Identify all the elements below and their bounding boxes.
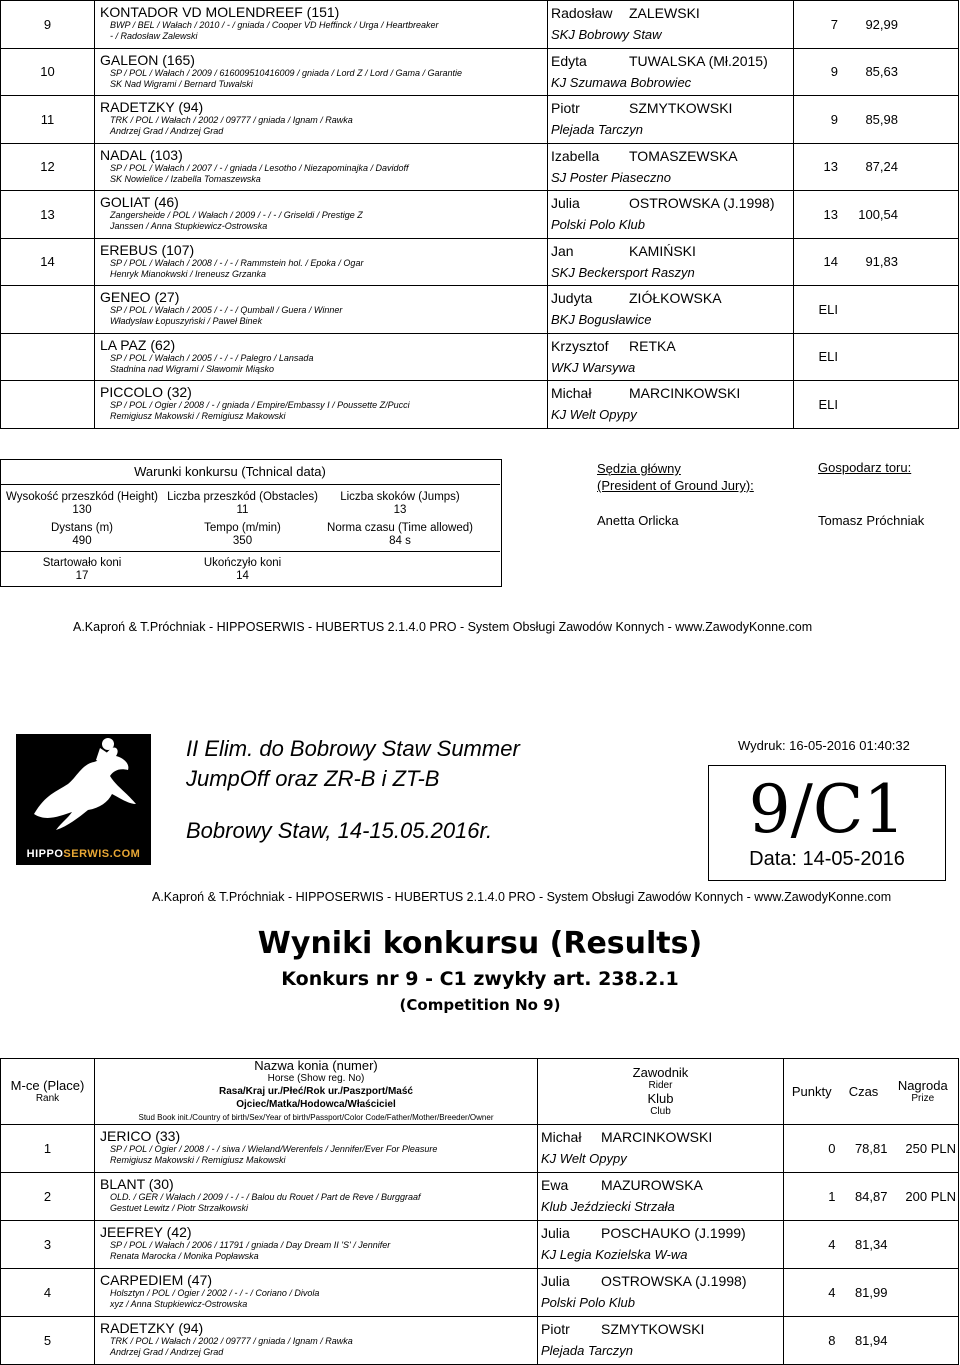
rider-cell <box>538 1317 784 1365</box>
jumps-value: 13 <box>393 504 407 516</box>
rider-name <box>538 1225 783 1241</box>
time: 91,83 <box>865 254 898 270</box>
host-label: Gospodarz toru: <box>818 460 912 475</box>
horse-name: GALEON (165) <box>100 51 195 68</box>
rider-first-name: Julia <box>551 195 580 211</box>
rider-first-name: Edyta <box>551 52 587 69</box>
horse-name: NADAL (103) <box>100 146 183 163</box>
competition-date <box>709 848 945 871</box>
rider-last-name: SZMYTKOWSKI <box>601 1321 705 1337</box>
rider-first-name: Michał <box>551 385 592 401</box>
table-row <box>1 1173 959 1221</box>
horse-cell <box>95 143 548 191</box>
horse-name: EREBUS (107) <box>100 241 195 258</box>
rider-name <box>548 148 793 164</box>
score <box>794 207 958 222</box>
rider-cell <box>538 1269 784 1317</box>
points: ELI <box>818 301 838 317</box>
obstacles-label: Liczba przeszkód (Obstacles) <box>167 491 318 503</box>
horse-desc: Zangersheide / POL / Wałach / 2009 / - / - / Griseldi / Prestige Z <box>110 210 363 220</box>
rider-club: Plejada Tarczyn <box>541 1343 634 1358</box>
rider-last-name: MARCINKOWSKI <box>601 1129 713 1145</box>
header-club-label: Klub <box>647 1090 674 1106</box>
rider-club: SKJ Bobrowy Staw <box>551 27 662 42</box>
score-cell <box>794 1 959 49</box>
rider-last-name: ZIÓŁKOWSKA <box>629 290 722 306</box>
print-date: Wydruk: 16-05-2016 01:40:32 <box>738 738 910 753</box>
rider-cell <box>538 1221 784 1269</box>
table-row <box>1 96 959 144</box>
header-parents: Ojciec/Matka/Hodowca/Właściciel <box>236 1099 396 1110</box>
time: 81,94 <box>840 1317 888 1365</box>
horse-owner: Henryk Mianokwski / Ireneusz Grzanka <box>110 268 267 279</box>
rider-club: Plejada Tarczyn <box>551 122 644 137</box>
table-row <box>1 333 959 381</box>
table-row <box>1 1269 959 1317</box>
rider-name <box>538 1177 783 1193</box>
horse-cell <box>95 1221 538 1269</box>
horse-name: RADETZKY (94) <box>100 99 204 115</box>
table-row <box>1 381 959 429</box>
time-allowed-value: 84 s <box>389 535 411 547</box>
place-cell: 10 <box>1 48 95 96</box>
header-horse-label: Nazwa konia (numer) <box>254 1058 378 1073</box>
points: 7 <box>830 16 838 32</box>
horse-desc: TRK / POL / Wałach / 2002 / 09777 / gniada / Ignam / Rawka <box>110 1336 353 1346</box>
finished-label: Ukończyło koni <box>203 557 282 569</box>
score-cell <box>794 143 959 191</box>
footer-text: A.Kaproń & T.Próchniak - HIPPOSERWIS - HUBERTUS 2.1.4.0 PRO - System Obsługi Zawodów Konnych - www.ZawodyKonne.com <box>73 620 813 634</box>
points: ELI <box>818 349 838 365</box>
score <box>794 349 958 364</box>
height-label: Wysokość przeszkód (Height) <box>6 491 158 503</box>
table-row <box>1 191 959 239</box>
table-row <box>1 1317 959 1365</box>
place-cell <box>1 381 95 429</box>
rider-club: Klub Jeździecki Strzała <box>541 1199 675 1214</box>
date-value: 14-05-2016 <box>802 848 905 870</box>
horse-cell <box>95 381 548 429</box>
horse-cell <box>95 1173 538 1221</box>
event-line3: Bobrowy Staw, 14-15.05.2016r. <box>186 818 493 843</box>
rider-club: BKJ Bogusławice <box>551 312 652 327</box>
rider-cell <box>538 1125 784 1173</box>
header-place <box>1 1059 95 1125</box>
horse-jumper-icon <box>16 734 151 844</box>
tech-frame <box>0 459 502 587</box>
horse-name: KONTADOR VD MOLENDREEF (151) <box>100 4 340 20</box>
score-cell <box>794 286 959 334</box>
horse-owner: SK Nowielice / Izabella Tomaszewska <box>110 173 261 184</box>
rider-last-name: ZALEWSKI <box>629 5 700 21</box>
rider-last-name: MARCINKOWSKI <box>629 385 741 401</box>
event-line2: JumpOff oraz ZR-B i ZT-B <box>186 766 440 791</box>
horse-cell <box>95 238 548 286</box>
points: 9 <box>830 111 838 127</box>
previous-results-table <box>0 0 959 429</box>
points: 13 <box>823 206 838 222</box>
obstacles-value: 11 <box>236 504 249 516</box>
place-cell <box>1 286 95 334</box>
logo-text-part2: SERWIS.COM <box>63 848 141 860</box>
table-row <box>1 1 959 49</box>
points: 4 <box>784 1221 840 1269</box>
horse-owner: Stadnina nad Wigrami / Sławomir Miąsko <box>110 363 274 374</box>
logo-text <box>16 848 151 860</box>
horse-name: RADETZKY (94) <box>100 1320 204 1336</box>
horse-name: JERICO (33) <box>100 1128 181 1144</box>
event-title <box>186 734 520 846</box>
horse-desc: SP / POL / Wałach / 2008 / - / - / Rammstein hol. / Epoka / Ogar <box>110 257 364 268</box>
results-title-block <box>0 922 960 1018</box>
rider-cell <box>548 333 794 381</box>
logo-text-part1: HIPPO <box>26 848 64 860</box>
rider-name <box>548 290 793 306</box>
place-cell: 9 <box>1 1 95 49</box>
footer-text-2: A.Kaproń & T.Próchniak - HIPPOSERWIS - HUBERTUS 2.1.4.0 PRO - System Obsługi Zawodów Konnych - www.ZawodyKonne.com <box>152 890 892 904</box>
competition-code-box <box>708 765 946 881</box>
prize <box>888 1317 959 1365</box>
rider-name <box>548 100 793 116</box>
points: 14 <box>823 254 838 270</box>
horse-desc: TRK / POL / Wałach / 2002 / 09777 / gniada / Ignam / Rawka <box>110 115 353 125</box>
place-cell: 4 <box>1 1269 95 1317</box>
points: ELI <box>818 396 838 412</box>
header-horse <box>95 1059 538 1125</box>
table-row <box>1 48 959 96</box>
horse-name: PICCOLO (32) <box>100 384 192 400</box>
rider-club: SKJ Beckersport Raszyn <box>551 264 695 280</box>
score <box>794 159 958 174</box>
points: 0 <box>784 1125 840 1173</box>
time: 100,54 <box>858 206 898 222</box>
horse-desc: BWP / BEL / Wałach / 2010 / - / gniada / Cooper VD Heffinck / Urga / Heartbreaker <box>110 20 439 30</box>
prize: 250 PLN <box>888 1125 959 1173</box>
horse-owner: - / Radosław Zalewski <box>110 31 198 41</box>
event-line1: II Elim. do Bobrowy Staw Summer <box>186 736 520 761</box>
rider-club: Polski Polo Klub <box>541 1295 635 1310</box>
hipposerwis-logo <box>16 734 151 865</box>
rider-last-name: TOMASZEWSKA <box>629 147 738 164</box>
horse-name: GENEO (27) <box>100 289 180 305</box>
horse-cell <box>95 1269 538 1317</box>
place-cell: 12 <box>1 143 95 191</box>
time: 84,87 <box>840 1173 888 1221</box>
judge-label <box>597 460 754 494</box>
points: 9 <box>830 64 838 80</box>
horse-desc: SP / POL / Wałach / 2006 / 11791 / gniada / Day Dream II 'S' / Jennifer <box>110 1240 391 1250</box>
place-cell: 13 <box>1 191 95 239</box>
judge-label-line2: (President of Ground Jury): <box>597 478 754 493</box>
horse-cell <box>95 48 548 96</box>
competition-name-en: (Competition No 9) <box>399 996 561 1014</box>
horse-desc: SP / POL / Wałach / 2005 / - / - / Qumball / Guera / Winner <box>110 305 343 315</box>
rider-name <box>548 243 793 259</box>
height-value: 130 <box>72 504 92 516</box>
rider-first-name: Julia <box>541 1225 570 1241</box>
tempo-label: Tempo (m/min) <box>204 522 281 534</box>
time: 92,99 <box>865 16 898 32</box>
table-row <box>1 238 959 286</box>
distance-value: 490 <box>72 535 92 547</box>
score <box>794 254 958 269</box>
rider-cell <box>548 96 794 144</box>
score <box>794 397 958 412</box>
horse-cell <box>95 1317 538 1365</box>
rider-first-name: Radosław <box>551 5 613 21</box>
rider-last-name: OSTROWSKA (J.1998) <box>601 1273 747 1289</box>
rider-name <box>538 1321 783 1337</box>
horse-cell <box>95 1125 538 1173</box>
table-row <box>1 286 959 334</box>
rider-cell <box>548 48 794 96</box>
date-label: Data: <box>749 848 803 870</box>
rider-club: KJ Szumawa Bobrowiec <box>551 74 692 90</box>
horse-cell <box>95 191 548 239</box>
horse-desc: Holsztyn / POL / Ogier / 2002 / - / - / Coriano / Divola <box>110 1288 320 1298</box>
horse-name: LA PAZ (62) <box>100 336 176 353</box>
points: 8 <box>784 1317 840 1365</box>
horse-owner: Władysław Łopuszyński / Paweł Binek <box>110 316 263 326</box>
rider-last-name: TUWALSKA (Mł.2015) <box>629 52 768 69</box>
prize: 200 PLN <box>888 1173 959 1221</box>
header-prize <box>888 1059 959 1125</box>
rider-name <box>548 195 793 211</box>
finished-value: 14 <box>236 570 249 582</box>
horse-desc: SP / POL / Ogier / 2008 / - / gniada / Empire/Embassy I / Poussette Z/Pucci <box>110 400 410 410</box>
rider-last-name: MAZUROWSKA <box>601 1177 703 1193</box>
score-cell <box>794 238 959 286</box>
results-header-row <box>1 1059 959 1125</box>
score <box>794 64 958 79</box>
points: 1 <box>784 1173 840 1221</box>
horse-owner: Remigiusz Makowski / Remigiusz Makowski <box>110 411 286 421</box>
rider-cell <box>548 286 794 334</box>
rider-first-name: Judyta <box>551 290 593 306</box>
time: 85,98 <box>865 111 898 127</box>
place-cell <box>1 333 95 381</box>
header-breed: Rasa/Kraj ur./Płeć/Rok ur./Paszport/Maść <box>219 1086 413 1097</box>
rider-cell <box>548 143 794 191</box>
score-cell <box>794 333 959 381</box>
horse-desc: SP / POL / Wałach / 2005 / - / - / Palegro / Lansada <box>110 352 314 363</box>
horse-desc: SP / POL / Wałach / 2007 / - / gniada / Lesotho / Niezapominajka / Davidoff <box>110 162 409 173</box>
horse-desc: OLD. / GER / Wałach / 2009 / - / - / Balou du Rouet / Part de Reve / Burggraaf <box>110 1192 421 1202</box>
score <box>794 112 958 127</box>
horse-owner: Renata Marocka / Monika Popławska <box>110 1251 259 1261</box>
rider-last-name: SZMYTKOWSKI <box>629 100 733 116</box>
competition-name: Konkurs nr 9 - C1 zwykły art. 238.2.1 <box>281 968 679 990</box>
horse-name: JEEFREY (42) <box>100 1224 192 1240</box>
place-cell: 1 <box>1 1125 95 1173</box>
horse-owner: xyz / Anna Stupkiewicz-Ostrowska <box>110 1299 248 1309</box>
rider-club: SJ Poster Piaseczno <box>551 169 671 185</box>
time: 81,99 <box>840 1269 888 1317</box>
score-cell <box>794 381 959 429</box>
header-horse-en: Horse (Show reg. No) <box>267 1073 365 1084</box>
header-rank-label: Rank <box>35 1092 60 1104</box>
rider-cell <box>548 238 794 286</box>
time: 78,81 <box>840 1125 888 1173</box>
horse-cell <box>95 333 548 381</box>
points: 13 <box>823 159 838 175</box>
place-cell: 14 <box>1 238 95 286</box>
rider-name <box>538 1129 783 1145</box>
rider-name <box>548 5 793 21</box>
prize <box>888 1269 959 1317</box>
rider-first-name: Krzysztof <box>551 337 609 354</box>
rider-first-name: Ewa <box>541 1177 569 1193</box>
rider-name <box>548 53 793 69</box>
horse-owner: Remigiusz Makowski / Remigiusz Makowski <box>110 1155 286 1165</box>
horse-owner: Janssen / Anna Stupkiewicz-Ostrowska <box>110 221 268 231</box>
rider-last-name: POSCHAUKO (J.1999) <box>601 1225 746 1241</box>
rider-first-name: Julia <box>541 1273 570 1289</box>
table-row <box>1 1221 959 1269</box>
header-prize-label: Nagroda <box>897 1077 948 1093</box>
rider-club: KJ Welt Opypy <box>541 1151 627 1166</box>
score-cell <box>794 96 959 144</box>
place-cell: 5 <box>1 1317 95 1365</box>
table-row <box>1 143 959 191</box>
results-table <box>0 1058 959 1365</box>
jumps-label: Liczba skoków (Jumps) <box>340 491 460 503</box>
place-cell: 3 <box>1 1221 95 1269</box>
rider-cell <box>548 1 794 49</box>
time: 87,24 <box>865 159 898 175</box>
time: 81,34 <box>840 1221 888 1269</box>
judge-label-line1: Sędzia główny <box>597 461 681 476</box>
horse-name: BLANT (30) <box>100 1176 174 1192</box>
header-rider <box>538 1059 784 1125</box>
header-prize-en: Prize <box>911 1092 935 1104</box>
horse-owner: SK Nad Wigrami / Bernard Tuwalski <box>110 78 253 89</box>
rider-club: Polski Polo Klub <box>551 217 645 232</box>
horse-desc: SP / POL / Wałach / 2009 / 616009510416009 / gniada / Lord Z / Lord / Gama / Garantie <box>110 67 463 78</box>
header-club-en: Club <box>650 1105 671 1117</box>
started-value: 17 <box>75 570 89 582</box>
rider-last-name: OSTROWSKA (J.1998) <box>629 195 775 211</box>
prize <box>888 1221 959 1269</box>
rider-club: KJ Welt Opypy <box>551 407 637 422</box>
judge-name: Anetta Orlicka <box>597 513 679 528</box>
score-cell <box>794 48 959 96</box>
header-place-label: M-ce (Place) <box>10 1077 85 1093</box>
rider-first-name: Piotr <box>551 100 580 116</box>
time: 85,63 <box>865 64 898 80</box>
rider-cell <box>538 1173 784 1221</box>
rider-cell <box>548 381 794 429</box>
score <box>794 302 958 317</box>
tempo-value: 350 <box>232 535 253 547</box>
score <box>794 17 958 32</box>
rider-first-name: Izabella <box>551 147 600 164</box>
place-cell: 11 <box>1 96 95 144</box>
rider-first-name: Piotr <box>541 1321 570 1337</box>
results-title: Wyniki konkursu (Results) <box>257 926 703 961</box>
place-cell: 2 <box>1 1173 95 1221</box>
horse-cell <box>95 96 548 144</box>
tech-title: Warunki konkursu (Tchnical data) <box>134 464 326 479</box>
rider-first-name: Jan <box>551 242 574 259</box>
distance-label: Dystans (m) <box>51 522 113 534</box>
rider-name <box>548 338 793 354</box>
rider-first-name: Michał <box>541 1129 582 1145</box>
header-studbook: Stud Book init./Country of birth/Sex/Year of birth/Passport/Color Code/Father/Mother/Breeder/Owner <box>138 1113 494 1122</box>
rider-club: WKJ Warsywa <box>551 359 636 375</box>
table-row <box>1 1125 959 1173</box>
rider-name <box>548 385 793 401</box>
horse-cell <box>95 1 548 49</box>
competition-code: 9/C1 <box>748 771 906 848</box>
horse-name: CARPEDIEM (47) <box>100 1272 213 1288</box>
rider-last-name: KAMIŃSKI <box>629 242 696 259</box>
horse-owner: Andrzej Grad / Andrzej Grad <box>110 126 224 136</box>
horse-owner: Andrzej Grad / Andrzej Grad <box>110 1347 224 1357</box>
rider-club: KJ Legia Kozielska W-wa <box>541 1247 688 1262</box>
host-name: Tomasz Próchniak <box>818 513 925 528</box>
rider-name <box>538 1273 783 1289</box>
rider-cell <box>548 191 794 239</box>
header-time: Czas <box>840 1059 888 1125</box>
header-points: Punkty <box>784 1059 840 1125</box>
started-label: Startowało koni <box>42 557 122 569</box>
header-rider-label: Zawodnik <box>632 1064 689 1080</box>
time-allowed-label: Norma czasu (Time allowed) <box>327 522 473 534</box>
points: 4 <box>784 1269 840 1317</box>
horse-cell <box>95 286 548 334</box>
horse-name: GOLIAT (46) <box>100 194 179 210</box>
score-cell <box>794 191 959 239</box>
horse-desc: SP / POL / Ogier / 2008 / - / siwa / Wieland/Werenfels / Jennifer/Ever For Pleasure <box>110 1144 438 1154</box>
header-rider-en: Rider <box>648 1079 673 1091</box>
rider-last-name: RETKA <box>629 337 676 354</box>
horse-owner: Gestuet Lewitz / Piotr Strzałkowski <box>110 1203 249 1213</box>
